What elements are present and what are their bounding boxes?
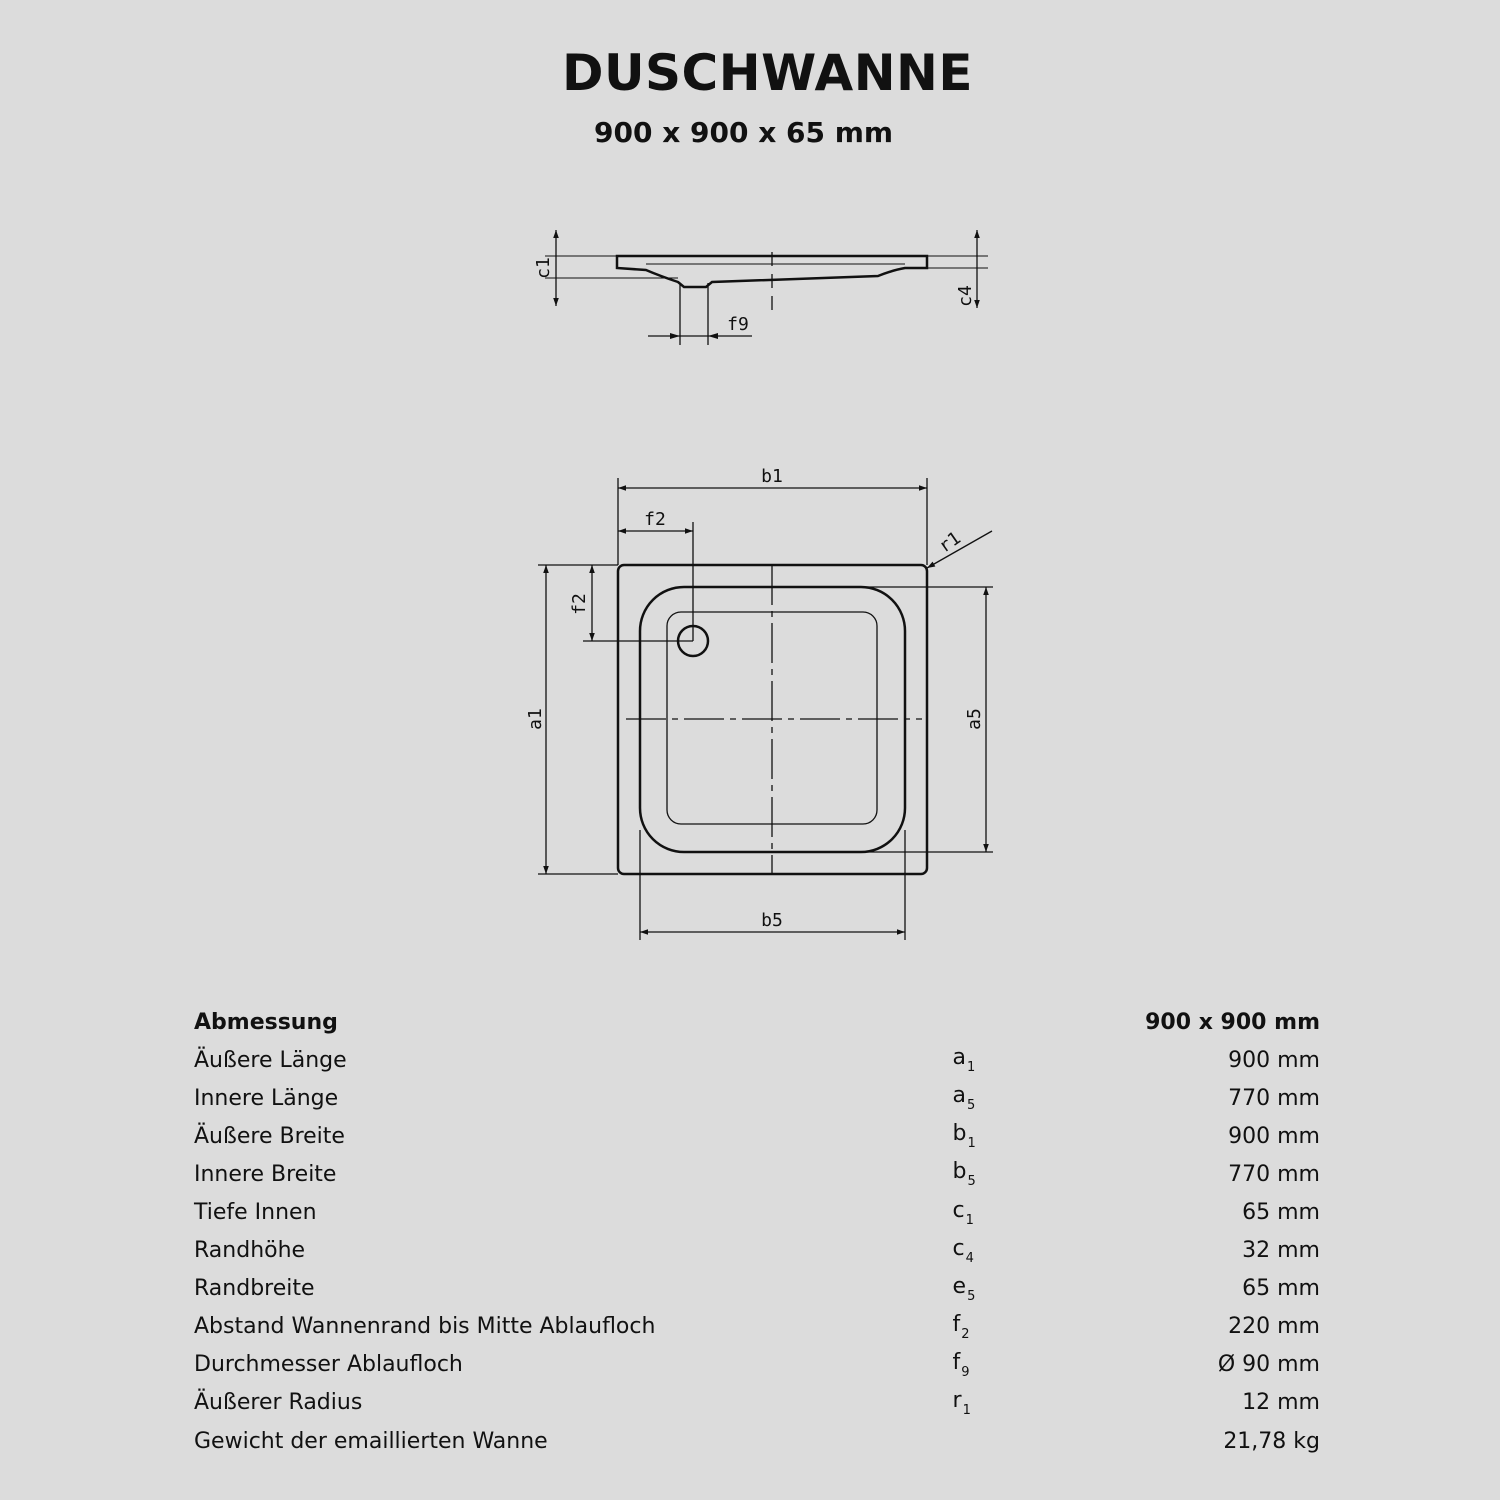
b5-label: b5 xyxy=(761,910,783,931)
row-symbol xyxy=(953,1155,1033,1193)
side-section-view xyxy=(545,230,988,345)
f2-top-label: f2 xyxy=(644,509,666,530)
row-symbol-index: 4 xyxy=(965,1250,974,1266)
row-label: Randbreite xyxy=(194,1276,315,1302)
row-symbol-index: 9 xyxy=(961,1364,970,1380)
row-label: Innere Länge xyxy=(194,1085,339,1111)
row-label: Randhöhe xyxy=(194,1238,306,1264)
table-row xyxy=(194,1193,1320,1231)
row-label: Abstand Wannenrand bis Mitte Ablaufloch xyxy=(194,1314,656,1340)
row-value: 900 mm xyxy=(1228,1047,1320,1073)
row-label: Äußerer Radius xyxy=(194,1390,363,1416)
a1-label: a1 xyxy=(525,708,546,730)
row-symbol xyxy=(953,1041,1033,1079)
table-row xyxy=(194,1270,1320,1308)
table-header-label: Abmessung xyxy=(194,1009,338,1035)
row-symbol xyxy=(953,1117,1033,1155)
row-symbol-index: 5 xyxy=(967,1098,976,1114)
table-header-value: 900 x 900 mm xyxy=(1145,1009,1320,1035)
row-symbol-letter: f xyxy=(952,1349,961,1375)
row-symbol xyxy=(953,1193,1033,1231)
f2-side-label: f2 xyxy=(569,593,590,615)
row-value: 12 mm xyxy=(1242,1390,1320,1416)
row-value: 65 mm xyxy=(1242,1200,1320,1226)
c4-label: c4 xyxy=(955,285,976,307)
row-symbol-index: 1 xyxy=(965,1212,974,1228)
row-symbol xyxy=(953,1270,1033,1308)
row-label: Gewicht der emaillierten Wanne xyxy=(194,1428,548,1454)
row-symbol-index: 2 xyxy=(961,1326,970,1342)
row-label: Tiefe Innen xyxy=(194,1200,317,1226)
row-symbol-letter: e xyxy=(952,1273,967,1299)
row-symbol xyxy=(953,1232,1033,1270)
page-title: DUSCHWANNE xyxy=(561,44,974,102)
row-label: Äußere Breite xyxy=(194,1123,345,1149)
row-symbol-letter: a xyxy=(952,1083,966,1109)
a5-label: a5 xyxy=(964,708,985,730)
row-symbol-letter: c xyxy=(952,1197,965,1223)
table-header-row xyxy=(194,1003,1320,1041)
row-symbol-index: 1 xyxy=(967,1060,976,1076)
row-label: Durchmesser Ablaufloch xyxy=(194,1352,463,1378)
table-row xyxy=(194,1422,1320,1460)
row-symbol xyxy=(953,1384,1033,1422)
row-value: Ø 90 mm xyxy=(1217,1352,1320,1378)
row-symbol-letter: r xyxy=(952,1387,962,1413)
row-symbol xyxy=(953,1346,1033,1384)
table-row xyxy=(194,1155,1320,1193)
table-row xyxy=(194,1079,1320,1117)
row-symbol-letter: b xyxy=(952,1159,967,1185)
row-symbol-index: 1 xyxy=(967,1136,976,1152)
row-symbol-index: 1 xyxy=(962,1402,971,1418)
row-symbol-letter: b xyxy=(952,1121,967,1147)
row-symbol-index: 5 xyxy=(967,1174,976,1190)
b1-label: b1 xyxy=(761,466,783,487)
row-symbol-letter: f xyxy=(952,1311,961,1337)
row-symbol xyxy=(953,1308,1033,1346)
row-symbol-index: 5 xyxy=(967,1288,976,1304)
row-symbol xyxy=(953,1079,1033,1117)
row-symbol-letter: a xyxy=(952,1045,966,1071)
c1-label: c1 xyxy=(533,257,554,279)
dimension-table xyxy=(194,1003,1320,1460)
row-label: Innere Breite xyxy=(194,1161,337,1187)
table-row xyxy=(194,1384,1320,1422)
r1-label: r1 xyxy=(934,527,965,558)
plan-view xyxy=(538,478,993,940)
row-value: 32 mm xyxy=(1242,1238,1320,1264)
f9-label: f9 xyxy=(727,314,749,335)
r1-leader-line xyxy=(927,531,992,568)
row-symbol xyxy=(953,1422,1033,1460)
row-label: Äußere Länge xyxy=(194,1047,347,1073)
row-value: 65 mm xyxy=(1242,1276,1320,1302)
page-subtitle: 900 x 900 x 65 mm xyxy=(594,116,894,149)
row-value: 770 mm xyxy=(1228,1161,1320,1187)
row-value: 220 mm xyxy=(1228,1314,1320,1340)
table-row xyxy=(194,1308,1320,1346)
row-value: 21,78 kg xyxy=(1223,1428,1320,1454)
row-value: 770 mm xyxy=(1228,1085,1320,1111)
table-row xyxy=(194,1346,1320,1384)
row-value: 900 mm xyxy=(1228,1123,1320,1149)
table-row xyxy=(194,1041,1320,1079)
row-symbol-letter: c xyxy=(952,1235,965,1261)
table-row xyxy=(194,1117,1320,1155)
table-row xyxy=(194,1232,1320,1270)
